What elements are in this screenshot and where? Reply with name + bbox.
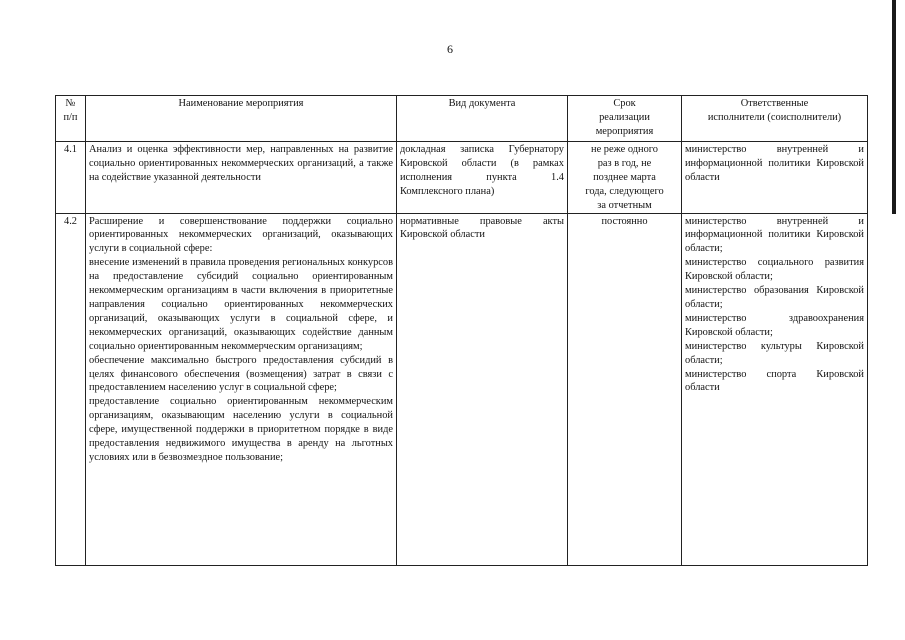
table-header-row xyxy=(56,96,868,142)
row-num: 4.2 xyxy=(56,213,86,565)
measure-paragraph: Расширение и совершенствование поддержки социально ориентированных некоммерческих организаций, оказывающих услуги в социальной сфере: xyxy=(89,215,393,255)
responsible-item: министерство социального развития Кировской области; xyxy=(685,257,864,283)
row-doc-type: нормативные правовые акты Кировской области xyxy=(397,213,568,565)
measure-paragraph: внесение изменений в правила проведения региональных конкурсов на предоставление субсидий социально ориентированным некоммерческим организациям в части включения в приоритетные направления социально ориентированных некоммерческих организаций, оказывающих услуги в социальной сфере, и некоммерческих организаций, оказывающих содействие данным социально ориентированным некоммерческим организациям; xyxy=(89,257,393,352)
row-term xyxy=(568,142,682,214)
row-measure-name: Анализ и оценка эффективности мер, направленных на развитие социально ориентированных некоммерческих организаций, а также на содействие указанной деятельности xyxy=(86,142,397,214)
responsible-item: министерство здравоохранения Кировской области; xyxy=(685,312,864,338)
header-num-line1: № xyxy=(65,98,76,109)
responsible-item: министерство культуры Кировской области; xyxy=(685,340,864,366)
measure-paragraph: обеспечение максимально быстрого предоставления субсидий в целях финансового обеспечения (возмещения) затрат в связи с предоставлением населению услуг в социальной сфере; xyxy=(89,354,393,394)
term-line: раз в год, не xyxy=(597,157,652,169)
responsible-item: министерство внутренней и информационной политики Кировской области; xyxy=(685,215,864,255)
term-line: позднее марта xyxy=(593,171,656,183)
term-line: не реже одного xyxy=(591,144,658,155)
measures-table xyxy=(55,95,868,566)
table-row xyxy=(56,213,868,565)
row-responsible xyxy=(682,213,868,565)
header-term xyxy=(568,96,682,142)
scan-edge-mark xyxy=(892,0,896,214)
row-doc-type: докладная записка Губернатору Кировской области (в рамках исполнения пункта 1.4 Комплексного плана) xyxy=(397,142,568,214)
measure-paragraph: предоставление социально ориентированным некоммерческим организациям, оказывающим населению услуги в социальной сфере, имущественной поддержки в приоритетном порядке в виде предоставления недвижимого имущества в аренду на льготных условиях или в безвозмездное пользование; xyxy=(89,396,393,463)
responsible-item: министерство образования Кировской области; xyxy=(685,285,864,310)
term-line: года, следующего xyxy=(585,185,664,197)
row-num: 4.1 xyxy=(56,142,86,214)
header-doc-type: Вид документа xyxy=(397,96,568,142)
header-responsible-line1: Ответственные xyxy=(740,98,809,109)
responsible-item: министерство спорта Кировской области xyxy=(685,368,864,394)
header-name: Наименование мероприятия xyxy=(86,96,397,142)
table-row xyxy=(56,142,868,214)
header-num-line2: п/п xyxy=(63,111,78,123)
header-responsible-line2: исполнители (соисполнители) xyxy=(707,111,842,123)
header-responsible xyxy=(682,96,868,142)
row-responsible: министерство внутренней и информационной политики Кировской области xyxy=(682,142,868,214)
row-term: постоянно xyxy=(568,213,682,565)
header-term-line1: Срок xyxy=(613,98,636,109)
term-line: за отчетным xyxy=(597,199,652,211)
header-num xyxy=(56,96,86,142)
page-number: 6 xyxy=(447,42,453,56)
row-measure-name xyxy=(86,213,397,565)
header-term-line2: реализации xyxy=(599,111,650,123)
header-term-line3: мероприятия xyxy=(595,125,654,137)
